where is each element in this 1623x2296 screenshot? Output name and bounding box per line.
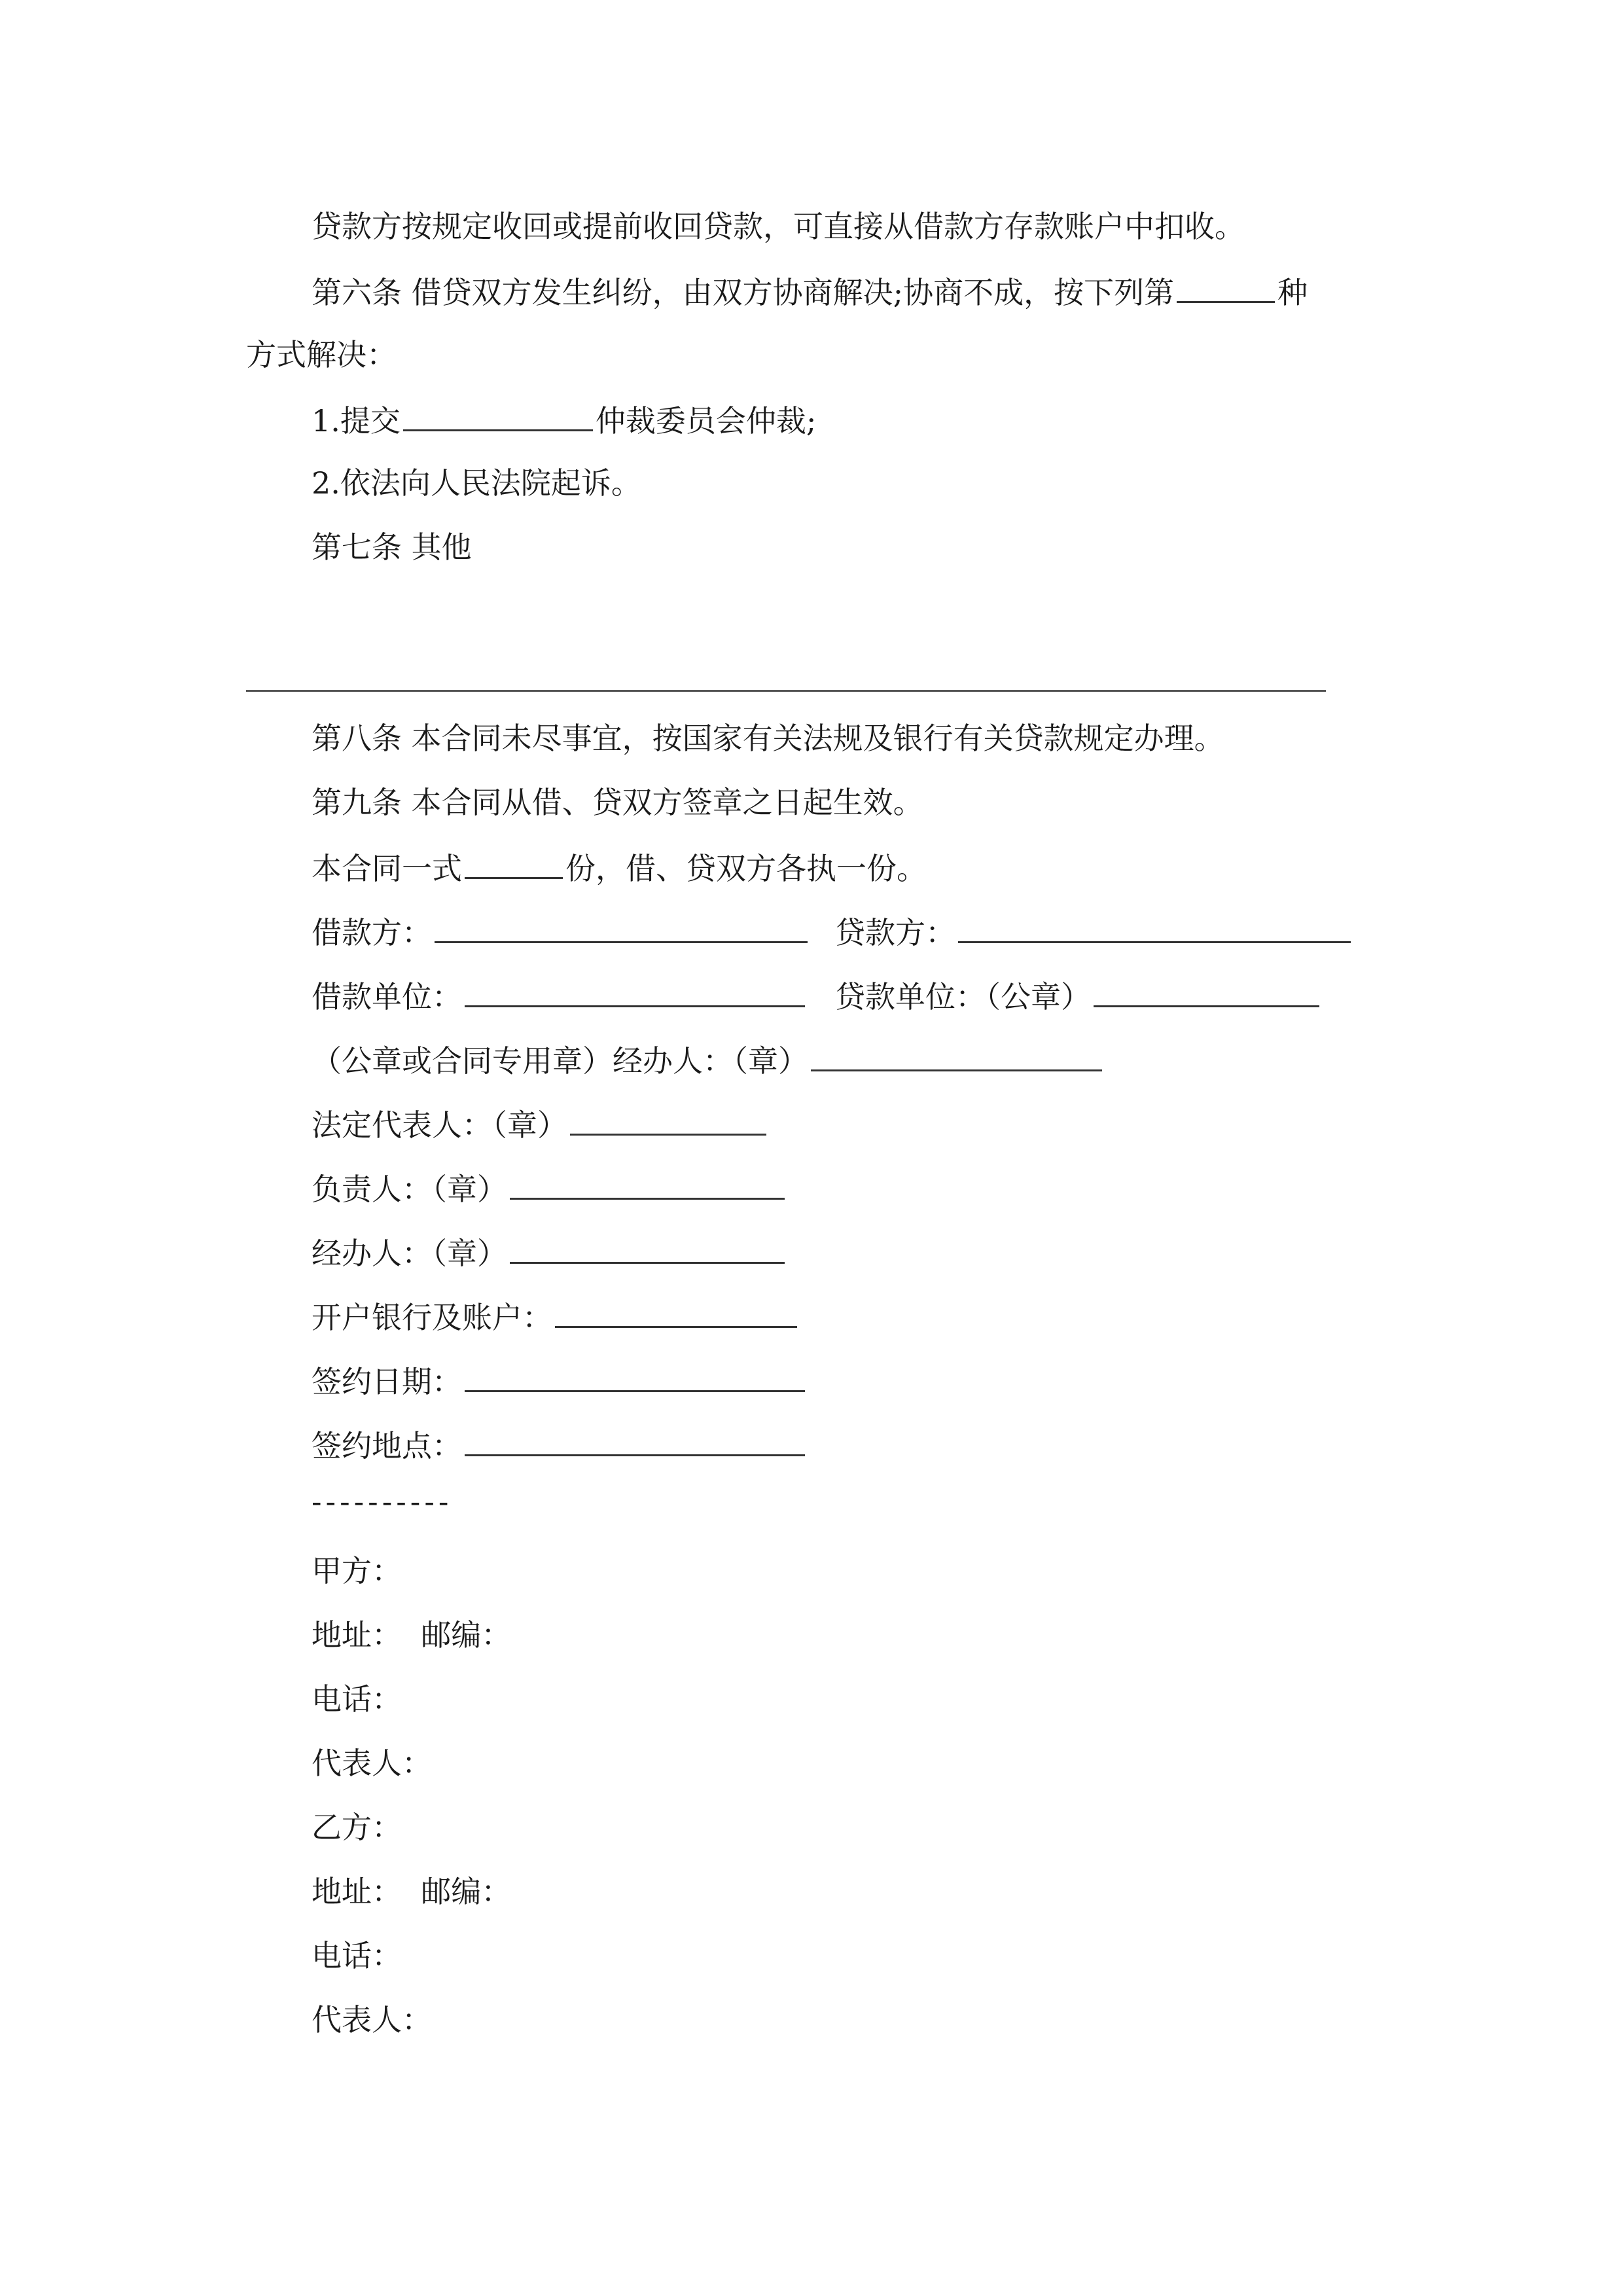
arbitration-committee-blank[interactable]: [403, 399, 593, 431]
sign-place-row: [312, 1424, 808, 1465]
seal-handler-label: （公章或合同专用章）经办人：（章）: [312, 1043, 808, 1079]
copies-suffix: 份，借、贷双方各执一份。: [565, 851, 927, 886]
clause-repayment-text: 贷款方按规定收回或提前收回贷款，可直接从借款方存款账户中扣收。: [312, 209, 1245, 244]
lender-blank[interactable]: [958, 911, 1351, 943]
sign-place-label: 签约地点：: [312, 1428, 462, 1463]
article-9-text: 第九条 本合同从借、贷双方签章之日起生效。: [312, 785, 923, 820]
article-8-text: 第八条 本合同未尽事宜，按国家有关法规及银行有关贷款规定办理。: [312, 721, 1224, 756]
option-arbitration-suffix: 仲裁委员会仲裁;: [595, 403, 817, 439]
article-8: [312, 719, 1224, 758]
party-b-phone-row: [312, 1936, 402, 1975]
party-b-label-text: 乙方：: [312, 1810, 402, 1845]
option-arbitration-prefix: 1.提交: [312, 403, 401, 439]
party-b-label: [312, 1808, 402, 1847]
legal-rep-row: [312, 1103, 769, 1145]
option-court-text: 2.依法向人民法院起诉。: [312, 465, 641, 501]
party-a-address-row: [312, 1615, 511, 1655]
party-b-rep-row: [312, 2000, 432, 2039]
party-a-rep-label: 代表人：: [312, 1746, 432, 1781]
article-6-continuation-text: 方式解决：: [246, 337, 397, 372]
person-in-charge-row: [312, 1168, 787, 1209]
person-in-charge-blank[interactable]: [510, 1168, 785, 1200]
party-a-address-label: 地址：: [312, 1617, 402, 1653]
sign-date-label: 签约日期：: [312, 1364, 462, 1399]
lender-unit-label: 贷款单位：（公章）: [835, 979, 1091, 1014]
option-arbitration: [312, 399, 816, 440]
article-6: [312, 271, 1308, 312]
party-b-phone-label: 电话：: [312, 1938, 402, 1973]
party-a-label-text: 甲方：: [312, 1553, 402, 1588]
other-terms-line[interactable]: [246, 690, 1326, 692]
method-number-blank[interactable]: [1177, 271, 1275, 303]
separator-text: ----------: [312, 1484, 453, 1519]
legal-rep-label: 法定代表人：（章）: [312, 1107, 567, 1143]
handler-blank[interactable]: [510, 1232, 785, 1264]
legal-rep-blank[interactable]: [570, 1103, 766, 1136]
borrower-blank[interactable]: [435, 911, 808, 943]
article-7: [312, 528, 472, 567]
party-a-rep-row: [312, 1744, 432, 1783]
borrower-lender-row: [312, 911, 955, 952]
party-b-address-row: [312, 1872, 511, 1911]
article-6-suffix: 种: [1277, 275, 1308, 310]
lender-field: [835, 911, 1353, 952]
lender-unit-field: [835, 975, 1322, 1016]
bank-account-row: [312, 1296, 800, 1337]
party-a-label: [312, 1551, 402, 1590]
separator: [312, 1482, 452, 1521]
party-a-phone-label: 电话：: [312, 1681, 402, 1717]
party-b-address-label: 地址：: [312, 1874, 402, 1909]
person-in-charge-label: 负责人：（章）: [312, 1172, 507, 1207]
handler-row: [312, 1232, 787, 1273]
sign-date-row: [312, 1360, 808, 1401]
copies-clause: [312, 847, 927, 888]
bank-account-label: 开户银行及账户：: [312, 1300, 552, 1335]
borrower-label: 借款方：: [312, 915, 432, 950]
sign-date-blank[interactable]: [465, 1360, 805, 1392]
article-7-text: 第七条 其他: [312, 529, 472, 565]
party-a-phone-row: [312, 1679, 402, 1719]
copies-prefix: 本合同一式: [312, 851, 462, 886]
party-b-postcode-label: 邮编：: [421, 1874, 512, 1909]
borrower-unit-blank[interactable]: [465, 975, 805, 1007]
article-6-text: 第六条 借贷双方发生纠纷，由双方协商解决;协商不成，按下列第: [312, 275, 1175, 310]
article-6-continuation: [246, 335, 397, 374]
article-9: [312, 783, 923, 822]
lender-unit-blank[interactable]: [1094, 975, 1319, 1007]
party-a-postcode-label: 邮编：: [421, 1617, 512, 1653]
borrower-unit-label: 借款单位：: [312, 979, 462, 1014]
lender-label: 贷款方：: [835, 915, 955, 950]
seal-handler-blank[interactable]: [811, 1039, 1102, 1071]
sign-place-blank[interactable]: [465, 1424, 805, 1456]
copies-count-blank[interactable]: [465, 847, 563, 879]
clause-repayment: [312, 207, 1245, 246]
handler-label: 经办人：（章）: [312, 1236, 507, 1271]
unit-row: [312, 975, 1091, 1016]
option-court: [312, 463, 641, 503]
bank-account-blank[interactable]: [555, 1296, 797, 1328]
party-b-rep-label: 代表人：: [312, 2002, 432, 2037]
seal-handler-row: [312, 1039, 1105, 1081]
